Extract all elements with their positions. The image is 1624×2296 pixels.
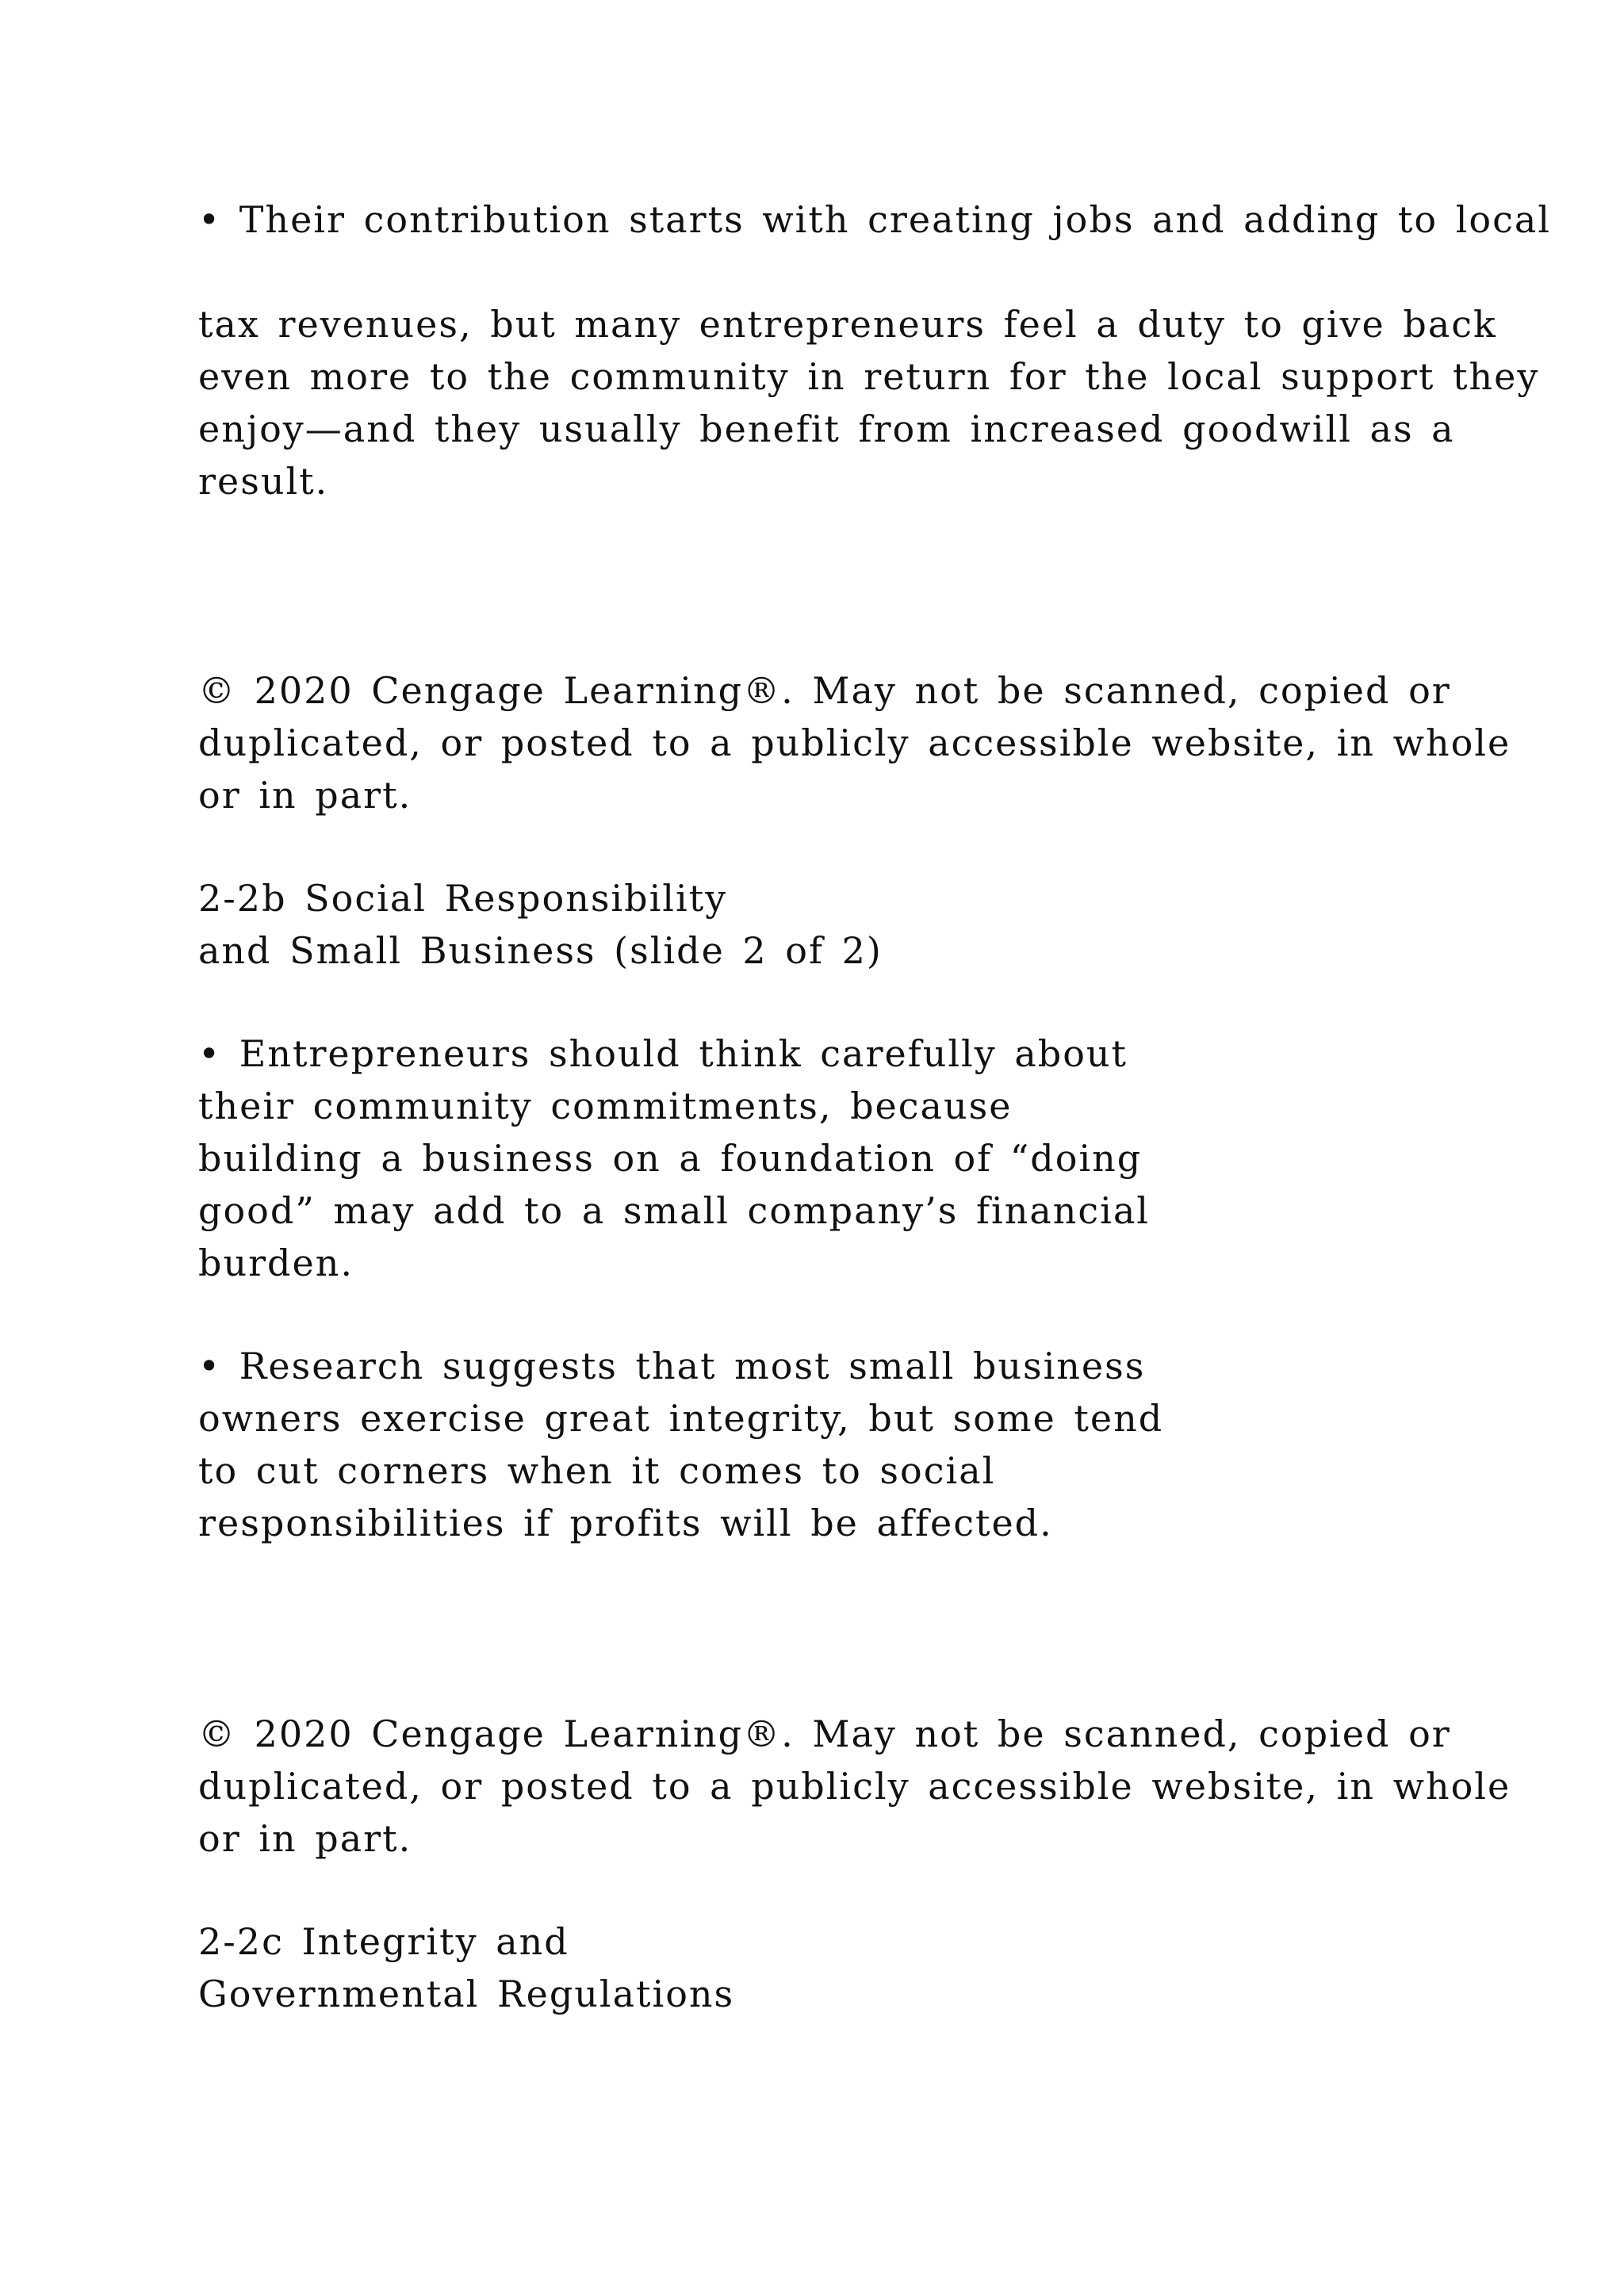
bullet-entrepreneurs: • Entrepreneurs should think carefully about their community commitments, because building a business on a foundation of “doing good” may add to a small company’s financial burden. <box>198 1032 1150 1284</box>
copyright-notice-2: © 2020 Cengage Learning®. May not be scanned, copied or duplicated, or posted to a publicly accessible website, in whole or in part. <box>198 1712 1511 1860</box>
section-heading-2-2b: 2-2b Social Responsibility and Small Business (slide 2 of 2) <box>198 877 883 972</box>
bullet-research: • Research suggests that most small business owners exercise great integrity, but some tend to cut corners when it comes to social responsibilities if profits will be affected. <box>198 1345 1164 1544</box>
paragraph-tax-revenues: tax revenues, but many entrepreneurs feel a duty to give back even more to the community in return for the local support they enjoy—and they usually benefit from increased goodwill as a result. <box>198 303 1540 503</box>
section-heading-2-2c: 2-2c Integrity and Governmental Regulations <box>198 1920 735 2015</box>
copyright-notice-1: © 2020 Cengage Learning®. May not be scanned, copied or duplicated, or posted to a publicly accessible website, in whole or in part. <box>198 669 1511 817</box>
bullet-contribution-line: • Their contribution starts with creating jobs and adding to local <box>198 198 1552 241</box>
